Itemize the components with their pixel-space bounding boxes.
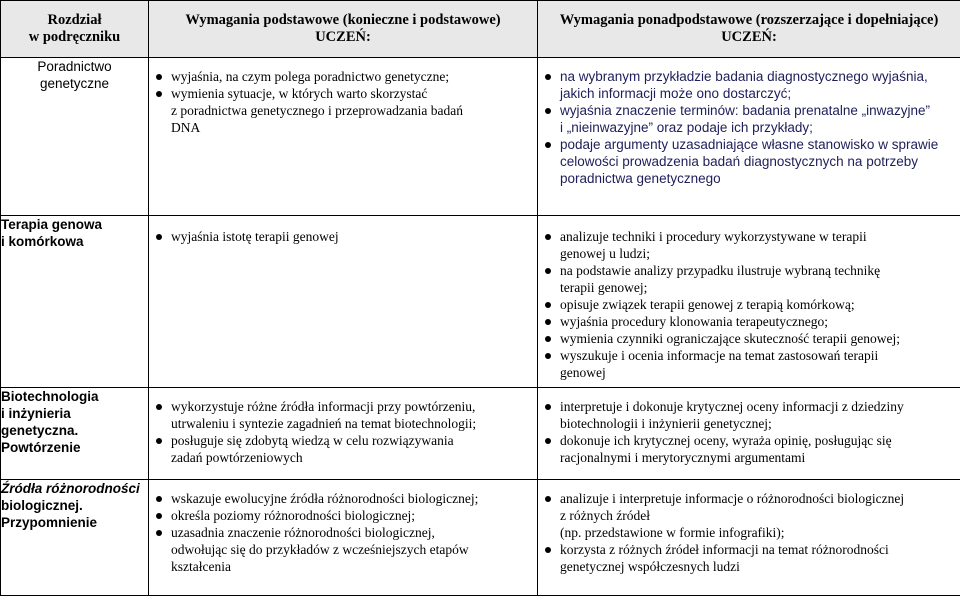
section-cell xyxy=(1,216,149,388)
list-item xyxy=(171,85,531,136)
item-line: wyjaśnia procedury klonowania terapeutycznego; xyxy=(560,314,829,329)
item-line: terapii genowej; xyxy=(560,280,648,295)
item-line: wykorzystuje różne źródła informacji przy powtórzeniu, xyxy=(171,399,476,414)
bullet-icon xyxy=(545,268,551,274)
basic-cell xyxy=(149,58,538,216)
list-item xyxy=(560,68,954,102)
list-item xyxy=(560,228,954,262)
section-line: Źródła różnorodności xyxy=(1,481,140,496)
list-item xyxy=(171,68,531,85)
table-row xyxy=(1,388,960,480)
item-line: DNA xyxy=(171,120,201,135)
section-line: genetyczne xyxy=(39,76,110,91)
list-item xyxy=(560,398,954,432)
basic-cell xyxy=(149,216,538,388)
item-line: korzysta z różnych źródeł informacji na temat różnorodności xyxy=(560,542,889,557)
table-row xyxy=(1,216,960,388)
bullet-icon xyxy=(156,404,162,410)
item-line: określa poziomy różnorodności biologicznej; xyxy=(171,508,416,523)
section-cell xyxy=(1,480,149,596)
item-line: genetycznej współczesnych ludzi xyxy=(560,559,740,574)
bullet-icon xyxy=(156,234,162,240)
header-row xyxy=(1,1,960,58)
bullet-icon xyxy=(545,404,551,410)
header-chapter-line: w podręczniku xyxy=(28,29,121,45)
item-line: (np. przedstawione w formie infografiki); xyxy=(560,525,785,540)
bullet-icon xyxy=(156,496,162,502)
item-line: wyjaśnia znaczenie terminów: badania prenatalne „inwazyjne” xyxy=(560,103,930,118)
section-cell xyxy=(1,388,149,480)
item-line: genowej xyxy=(560,365,606,380)
list-item xyxy=(560,296,954,313)
item-line: posługuje się zdobytą wiedzą w celu rozwiązywania xyxy=(171,433,454,448)
item-line: wymienia sytuacje, w których warto skorzystać xyxy=(171,86,428,101)
section-line: biologicznej. xyxy=(1,498,83,513)
bullet-icon xyxy=(156,530,162,536)
section-line: i inżynieria xyxy=(1,406,71,421)
item-line: na podstawie analizy przypadku ilustruje wybraną technikę xyxy=(560,263,881,278)
advanced-cell xyxy=(538,388,960,480)
header-chapter-line: Rozdział xyxy=(47,12,102,28)
section-line: i komórkowa xyxy=(1,234,84,249)
advanced-cell xyxy=(538,480,960,596)
section-cell xyxy=(1,58,149,216)
item-line: genowej u ludzi; xyxy=(560,246,650,261)
advanced-cell xyxy=(538,58,960,216)
list-item xyxy=(171,228,531,245)
section-line: Powtórzenie xyxy=(1,440,81,455)
bullet-icon xyxy=(545,336,551,342)
list-item xyxy=(560,262,954,296)
advanced-list xyxy=(538,398,960,466)
item-line: biotechnologii i inżynierii genetycznej; xyxy=(560,416,772,431)
bullet-icon xyxy=(156,438,162,444)
list-item xyxy=(560,102,954,136)
bullet-icon xyxy=(545,319,551,325)
list-item xyxy=(560,136,954,187)
bullet-icon xyxy=(545,547,551,553)
item-line: z różnych źródeł xyxy=(560,508,650,523)
item-line: wyjaśnia, na czym polega poradnictwo genetyczne; xyxy=(171,69,450,84)
bullet-icon xyxy=(156,513,162,519)
bullet-icon xyxy=(545,496,551,502)
header-basic xyxy=(149,1,538,58)
bullet-icon xyxy=(545,74,551,80)
item-line: wyjaśnia istotę terapii genowej xyxy=(171,229,339,244)
list-item xyxy=(171,398,531,432)
item-line: z poradnictwa genetycznego i przeprowadzania badań xyxy=(171,103,463,118)
list-item xyxy=(560,347,954,381)
basic-list xyxy=(149,68,537,136)
basic-list xyxy=(149,398,537,466)
advanced-list xyxy=(538,490,960,575)
item-line: odwołując się do przykładów z wcześniejszych etapów xyxy=(171,542,469,557)
bullet-icon xyxy=(545,142,551,148)
advanced-list xyxy=(538,228,960,381)
item-line: wskazuje ewolucyjne źródła różnorodności biologicznej; xyxy=(171,491,479,506)
bullet-icon xyxy=(156,91,162,97)
item-line: zadań powtórzeniowych xyxy=(171,450,303,465)
basic-cell xyxy=(149,480,538,596)
item-line: wymienia czynniki ograniczające skuteczność terapii genowej; xyxy=(560,331,900,346)
item-line: racjonalnymi i merytorycznymi argumentami xyxy=(560,450,806,465)
table-row xyxy=(1,58,960,216)
item-line: jakich informacji może ono dostarczyć; xyxy=(560,86,792,101)
header-advanced-line: UCZEŃ: xyxy=(721,29,777,45)
item-line: wyszukuje i ocenia informacje na temat zastosowań terapii xyxy=(560,348,879,363)
item-line: interpretuje i dokonuje krytycznej oceny informacji z dziedziny xyxy=(560,399,904,414)
list-item xyxy=(171,507,531,524)
list-item xyxy=(560,432,954,466)
item-line: poradnictwa genetycznego xyxy=(560,171,721,186)
section-line: Biotechnologia xyxy=(1,389,99,404)
item-line: opisuje związek terapii genowej z terapią komórkową; xyxy=(560,297,855,312)
bullet-icon xyxy=(545,234,551,240)
item-line: celowości prowadzenia badań diagnostycznych na potrzeby xyxy=(560,154,918,169)
header-advanced-line: Wymagania ponadpodstawowe (rozszerzające i dopełniające) xyxy=(559,12,939,28)
basic-list xyxy=(149,228,537,245)
basic-cell xyxy=(149,388,538,480)
list-item xyxy=(171,490,531,507)
header-advanced xyxy=(538,1,960,58)
section-line: genetyczna. xyxy=(1,423,79,438)
header-basic-line: Wymagania podstawowe (konieczne i podstawowe) xyxy=(185,12,501,28)
list-item xyxy=(560,490,954,541)
basic-list xyxy=(149,490,537,575)
section-line: Poradnictwo xyxy=(37,59,112,74)
bullet-icon xyxy=(545,302,551,308)
item-line: kształcenia xyxy=(171,559,231,574)
header-chapter xyxy=(1,1,149,58)
list-item xyxy=(560,330,954,347)
item-line: i „nieinwazyjne” oraz podaje ich przykłady; xyxy=(560,120,813,135)
item-line: analizuje techniki i procedury wykorzystywane w terapii xyxy=(560,229,867,244)
advanced-cell xyxy=(538,216,960,388)
section-line: Terapia genowa xyxy=(1,217,103,232)
item-line: na wybranym przykładzie badania diagnostycznego wyjaśnia, xyxy=(560,69,928,84)
item-line: uzasadnia znaczenie różnorodności biologicznej, xyxy=(171,525,435,540)
bullet-icon xyxy=(156,74,162,80)
list-item xyxy=(171,524,531,575)
list-item xyxy=(560,313,954,330)
section-line: Przypomnienie xyxy=(1,515,98,530)
item-line: dokonuje ich krytycznej oceny, wyraża opinię, posługując się xyxy=(560,433,892,448)
item-line: podaje argumenty uzasadniające własne stanowisko w sprawie xyxy=(560,137,939,152)
list-item xyxy=(560,541,954,575)
bullet-icon xyxy=(545,438,551,444)
bullet-icon xyxy=(545,353,551,359)
table-row xyxy=(1,480,960,596)
header-basic-line: UCZEŃ: xyxy=(315,29,371,45)
advanced-list xyxy=(538,68,960,187)
item-line: analizuje i interpretuje informacje o różnorodności biologicznej xyxy=(560,491,905,506)
item-line: utrwaleniu i syntezie zagadnień na temat biotechnologii; xyxy=(171,416,477,431)
list-item xyxy=(171,432,531,466)
bullet-icon xyxy=(545,108,551,114)
